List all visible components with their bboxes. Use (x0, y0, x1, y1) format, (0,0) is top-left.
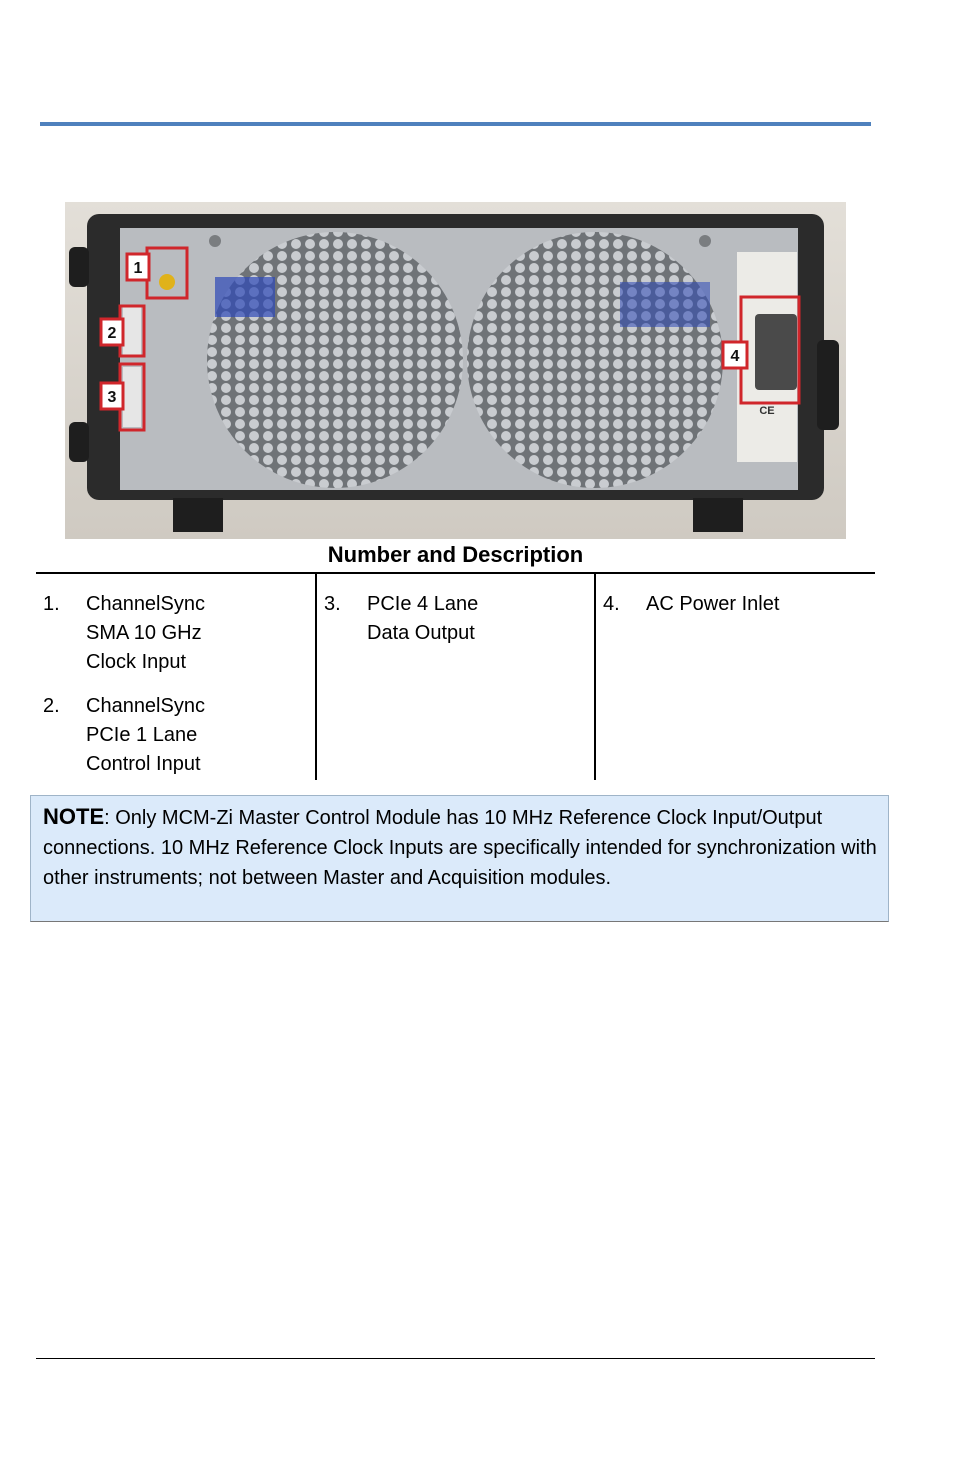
item-number: 4. (603, 593, 620, 615)
item-text (86, 590, 306, 677)
sma-connector (159, 274, 175, 290)
item-text (86, 692, 306, 779)
note-text: : Only MCM-Zi Master Control Module has 10 MHz Reference Clock Input/Output connections. 10 MHz Reference Clock Inputs are specifically intended for synchronization with other instruments; not between Master and Acquisition modules. (43, 807, 877, 889)
callout-number-1: 1 (133, 260, 143, 277)
header-rule (40, 122, 871, 126)
item-line: PCIe 1 Lane (86, 724, 198, 746)
pcie-1-lane-port (123, 307, 141, 355)
item-number: 1. (43, 593, 60, 615)
item-number: 2. (43, 695, 60, 717)
fan-grill-left (207, 232, 463, 488)
rear-panel-illustration (65, 202, 846, 539)
item-text (367, 590, 587, 648)
description-column-1 (36, 574, 315, 780)
fan-grill-right (467, 232, 723, 488)
item-number: 3. (324, 593, 341, 615)
note-box (30, 795, 889, 922)
description-table (36, 572, 875, 780)
callout-number-2: 2 (107, 325, 117, 342)
callout-number-3: 3 (107, 389, 117, 406)
item-line: AC Power Inlet (646, 593, 780, 615)
note-label: NOTE (43, 804, 105, 829)
ce-mark: CE (759, 405, 775, 417)
item-text (646, 590, 866, 619)
item-line: SMA 10 GHz (86, 622, 202, 644)
item-line: Data Output (367, 622, 475, 644)
rear-panel-figure (65, 202, 846, 539)
ac-power-inlet (755, 314, 797, 390)
description-column-3 (594, 574, 877, 780)
item-line: ChannelSync (86, 695, 205, 717)
item-line: PCIe 4 Lane (367, 593, 479, 615)
item-line: Clock Input (86, 651, 187, 673)
pcie-4-lane-port (123, 367, 141, 427)
description-column-2 (315, 574, 596, 780)
footer-rule (36, 1358, 875, 1359)
item-line: Control Input (86, 753, 201, 775)
item-line: ChannelSync (86, 593, 205, 615)
figure-caption: Number and Description (327, 542, 584, 567)
callout-number-4: 4 (730, 348, 740, 365)
